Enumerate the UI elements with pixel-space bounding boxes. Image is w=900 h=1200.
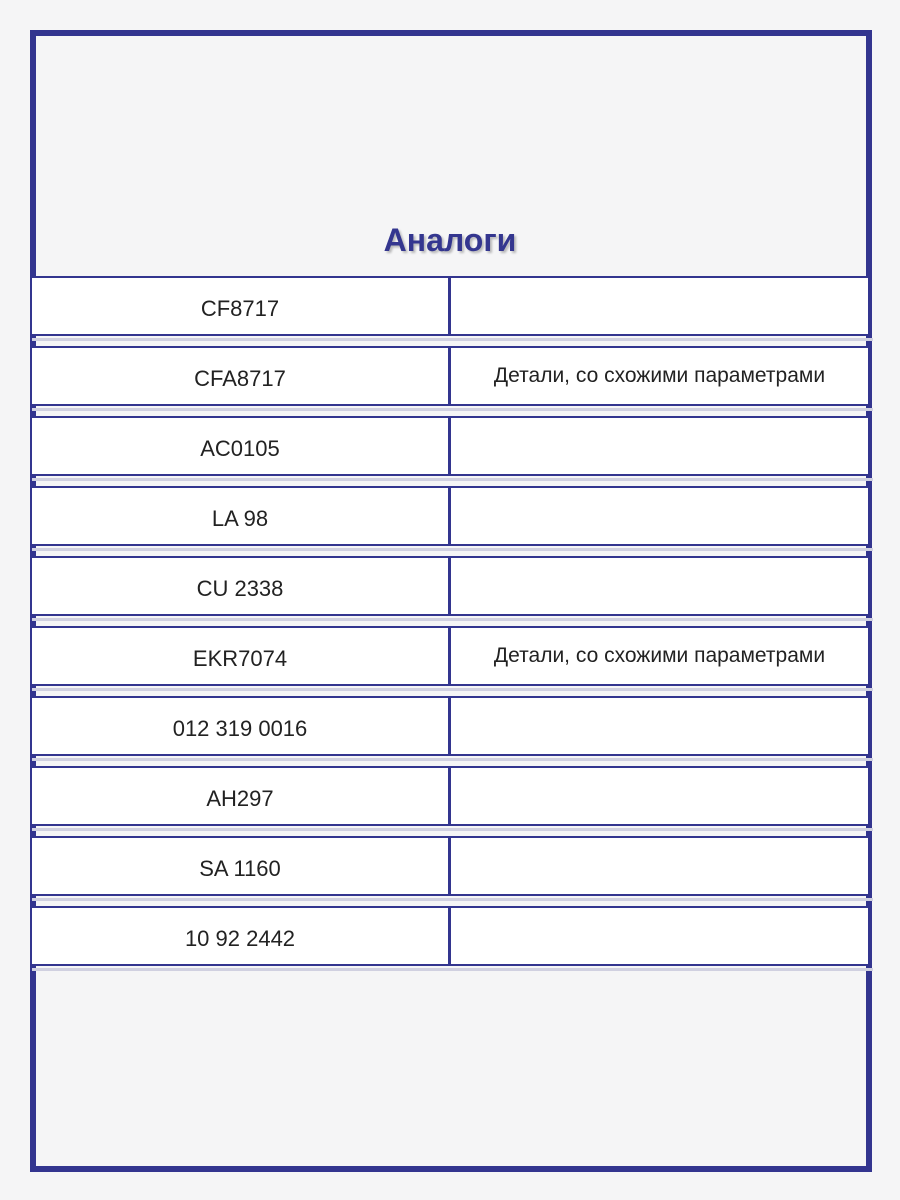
part-code-cell: 10 92 2442: [30, 906, 450, 966]
note-cell: [449, 416, 870, 476]
note-cell: Детали, со схожими параметрами: [449, 626, 870, 686]
part-code-cell: 012 319 0016: [30, 696, 450, 756]
part-code-cell: EKR7074: [30, 626, 450, 686]
table-row: [30, 626, 871, 686]
table-row: [30, 696, 871, 756]
table-row: [30, 346, 871, 406]
table-row: [30, 766, 871, 826]
part-code-cell: LA 98: [30, 486, 450, 546]
table-row: [30, 556, 871, 616]
part-code-cell: AC0105: [30, 416, 450, 476]
table-row: [30, 836, 871, 896]
note-cell: [449, 486, 870, 546]
part-code-cell: CU 2338: [30, 556, 450, 616]
table-row: [30, 276, 871, 336]
page-title: Аналоги: [383, 222, 517, 258]
table-row: [30, 416, 871, 476]
part-code-cell: CF8717: [30, 276, 450, 336]
note-cell: [449, 276, 870, 336]
analogs-table: [30, 276, 871, 976]
table-row: [30, 486, 871, 546]
note-cell: [449, 696, 870, 756]
part-code-cell: SA 1160: [30, 836, 450, 896]
note-cell: [449, 556, 870, 616]
table-row: [30, 906, 871, 966]
note-cell: [449, 836, 870, 896]
note-cell: Детали, со схожими параметрами: [449, 346, 870, 406]
part-code-cell: CFA8717: [30, 346, 450, 406]
part-code-cell: AH297: [30, 766, 450, 826]
note-cell: [449, 906, 870, 966]
note-cell: [449, 766, 870, 826]
